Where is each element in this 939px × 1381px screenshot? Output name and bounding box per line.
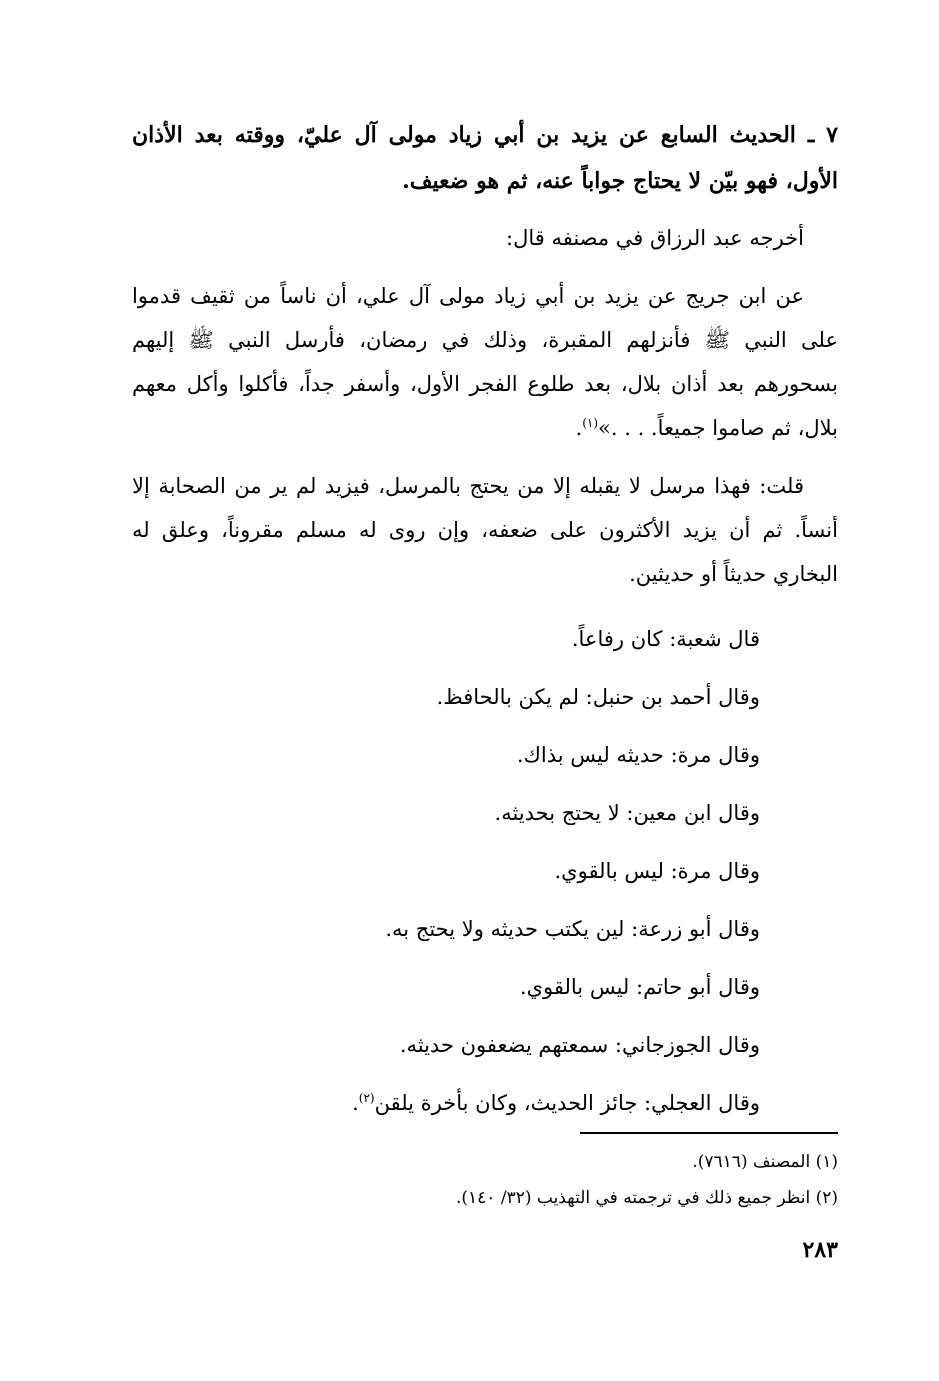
saying-abu-zura: وقال أبو زرعة: لين يكتب حديثه ولا يحتج به.	[385, 917, 760, 941]
section-heading: ٧ ـ الحديث السابع عن يزيد بن أبي زياد مولى آل عليّ، ووقته بعد الأذان الأول، فهو بيّن لا يحتاج جواباً عنه، ثم هو ضعيف.	[132, 122, 838, 194]
saying-ijli-text: وقال العجلي: جائز الحديث، وكان بأخرة يلقن	[374, 1091, 760, 1115]
saying-ahmad: وقال أحمد بن حنبل: لم يكن بالحافظ.	[436, 685, 760, 709]
hadith-text: عن ابن جريج عن يزيد بن أبي زياد مولى آل علي، أن ناساً من ثقيف قدموا على النبي ﷺ فأنزلهم المقبرة، وذلك في رمضان، فأرسل النبي ﷺ إليهم بسحورهم بعد أذان بلال، بعد طلوع الفجر الأول، وأسفر جداً، فأكلوا وأكل معهم بلال، ثم صاموا جميعاً. . . .»	[132, 284, 838, 440]
book-page	[132, 112, 838, 1352]
saying-ibn-main: وقال ابن معين: لا يحتج بحديثه.	[494, 801, 760, 825]
hadith-text-paragraph	[132, 274, 838, 450]
saying-jawzajani: وقال الجوزجاني: سمعتهم يضعفون حديثه.	[399, 1033, 760, 1057]
saying-shuba: قال شعبة: كان رفاعاً.	[571, 627, 760, 651]
footnote-2: (٢) انظر جميع ذلك في ترجمته في التهذيب (٣٢/ ١٤٠).	[455, 1188, 838, 1208]
saying-ibn-main-2: وقال مرة: ليس بالقوي.	[554, 859, 760, 883]
saying-abu-hatim: وقال أبو حاتم: ليس بالقوي.	[519, 975, 760, 999]
footnotes-section	[132, 1132, 838, 1216]
saying-ijli-end-mark: .	[352, 1091, 359, 1115]
footnote-ref-1: (١)	[582, 416, 599, 430]
footnote-ref-2: (٢)	[358, 1091, 375, 1105]
commentary-paragraph: قلت: فهذا مرسل لا يقبله إلا من يحتج بالمرسل، فيزيد لم ير من الصحابة إلا أنساً. ثم أن يزيد الأكثرون على ضعفه، وإن روى له مسلم مقروناً، وعلق له البخاري حديثاً أو حديثين.	[132, 474, 838, 586]
narrator-sayings-list	[132, 610, 838, 1132]
saying-ahmad-2: وقال مرة: حديثه ليس بذاك.	[516, 743, 760, 767]
page-number: ٢٨٣	[802, 1237, 838, 1263]
footnote-1: (١) المصنف (٧٦١٦).	[692, 1152, 838, 1172]
hadith-end-mark: .	[575, 416, 583, 440]
saying-ijli	[132, 1074, 838, 1132]
footnote-divider	[580, 1132, 838, 1134]
intro-line: أخرجه عبد الرزاق في مصنفه قال:	[506, 226, 804, 250]
